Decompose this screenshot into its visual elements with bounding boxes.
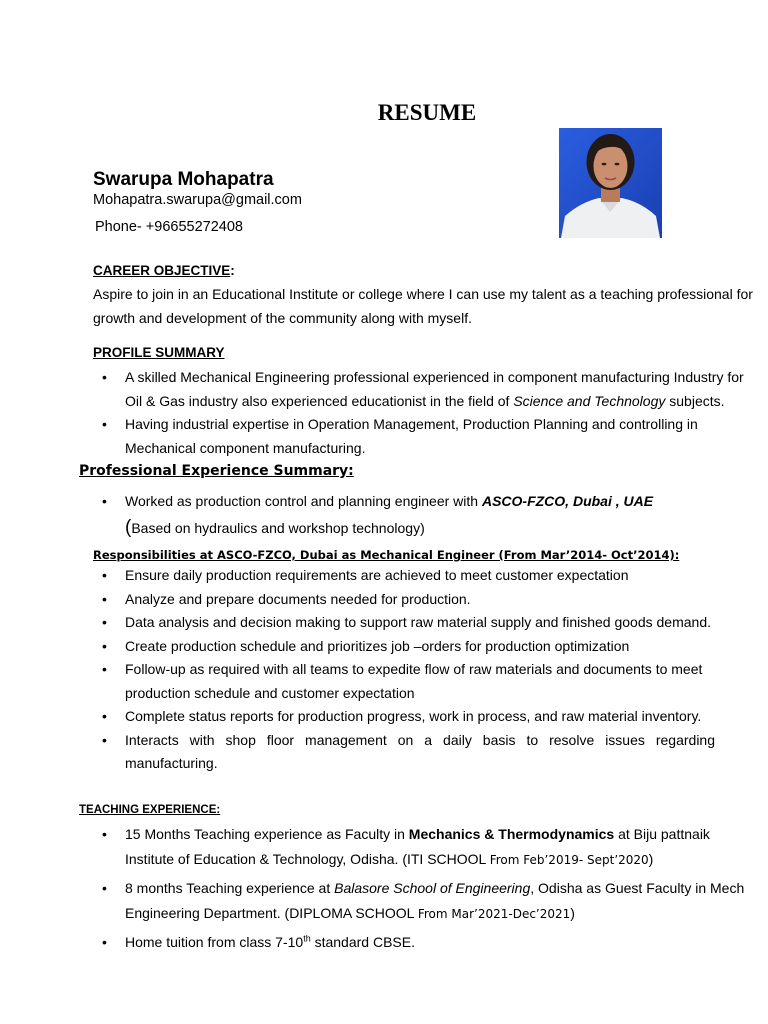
list-item: • Complete status reports for production progress, work in process, and raw material inventory. <box>102 708 702 724</box>
teaching-list <box>93 822 753 955</box>
list-item: • 15 Months Teaching experience as Faculty in Mechanics & Thermodynamics at Biju pattnaik Institute of Education & Technology, Odisha. (ITI SCHOOL From Feb’2019- Sept’2020) <box>102 826 710 867</box>
professional-experience-heading: Professional Experience Summary: <box>79 463 354 479</box>
teaching-heading: TEACHING EXPERIENCE: <box>79 804 221 816</box>
list-item: • Data analysis and decision making to support raw material supply and finished goods demand. <box>102 614 712 630</box>
professional-experience-list <box>93 490 753 540</box>
list-item: • Create production schedule and prioritizes job –orders for production optimization <box>102 637 630 654</box>
list-item: • A skilled Mechanical Engineering professional experienced in component manufacturing Industry for Oil & Gas industry also experienced educationist in the field of Science and Technology subjects. <box>102 369 744 409</box>
person-phone: Phone- +96655272408 <box>95 219 243 235</box>
career-objective-heading: CAREER OBJECTIVE: <box>93 263 235 278</box>
profile-summary-heading: PROFILE SUMMARY <box>93 345 225 360</box>
list-item: • Follow-up as required with all teams to expedite flow of raw materials and documents to meet production schedule and customer expectation <box>102 661 703 701</box>
list-item: • Interacts with shop floor management on a daily basis to resolve issues regarding manufacturing. <box>102 731 715 771</box>
list-item: • Home tuition from class 7-10th standard CBSE. <box>102 933 415 950</box>
list-item: • Ensure daily production requirements are achieved to meet customer expectation <box>102 567 629 583</box>
person-email: Mohapatra.swarupa@gmail.com <box>93 192 302 208</box>
list-item: • Having industrial expertise in Operation Management, Production Planning and controlling in Mechanical component manufacturing. <box>102 416 698 456</box>
list-item: • Analyze and prepare documents needed for production. <box>102 590 471 607</box>
person-name: Swarupa Mohapatra <box>93 169 274 190</box>
resume-title: RESUME <box>377 100 477 125</box>
list-item: • 8 months Teaching experience at Balasore School of Engineering, Odisha as Guest Faculty in Mech Engineering Department. (DIPLOMA SCHOOL From Mar’2021-Dec’2021) <box>102 880 745 921</box>
portrait-image <box>559 128 662 238</box>
responsibilities-heading: Responsibilities at ASCO-FZCO, Dubai as Mechanical Engineer (From Mar’2014- Oct’2014): <box>93 548 680 562</box>
profile-summary-list <box>93 366 753 460</box>
list-item: • Worked as production control and planning engineer with ASCO-FZCO, Dubai , UAE (Based on hydraulics and workshop technology) <box>102 493 654 538</box>
responsibilities-list <box>93 564 715 776</box>
career-objective-text: Aspire to join in an Educational Institute or college where I can use my talent as a teaching professional for growth and development of the community along with myself. <box>93 286 753 326</box>
profile-photo <box>559 128 662 238</box>
